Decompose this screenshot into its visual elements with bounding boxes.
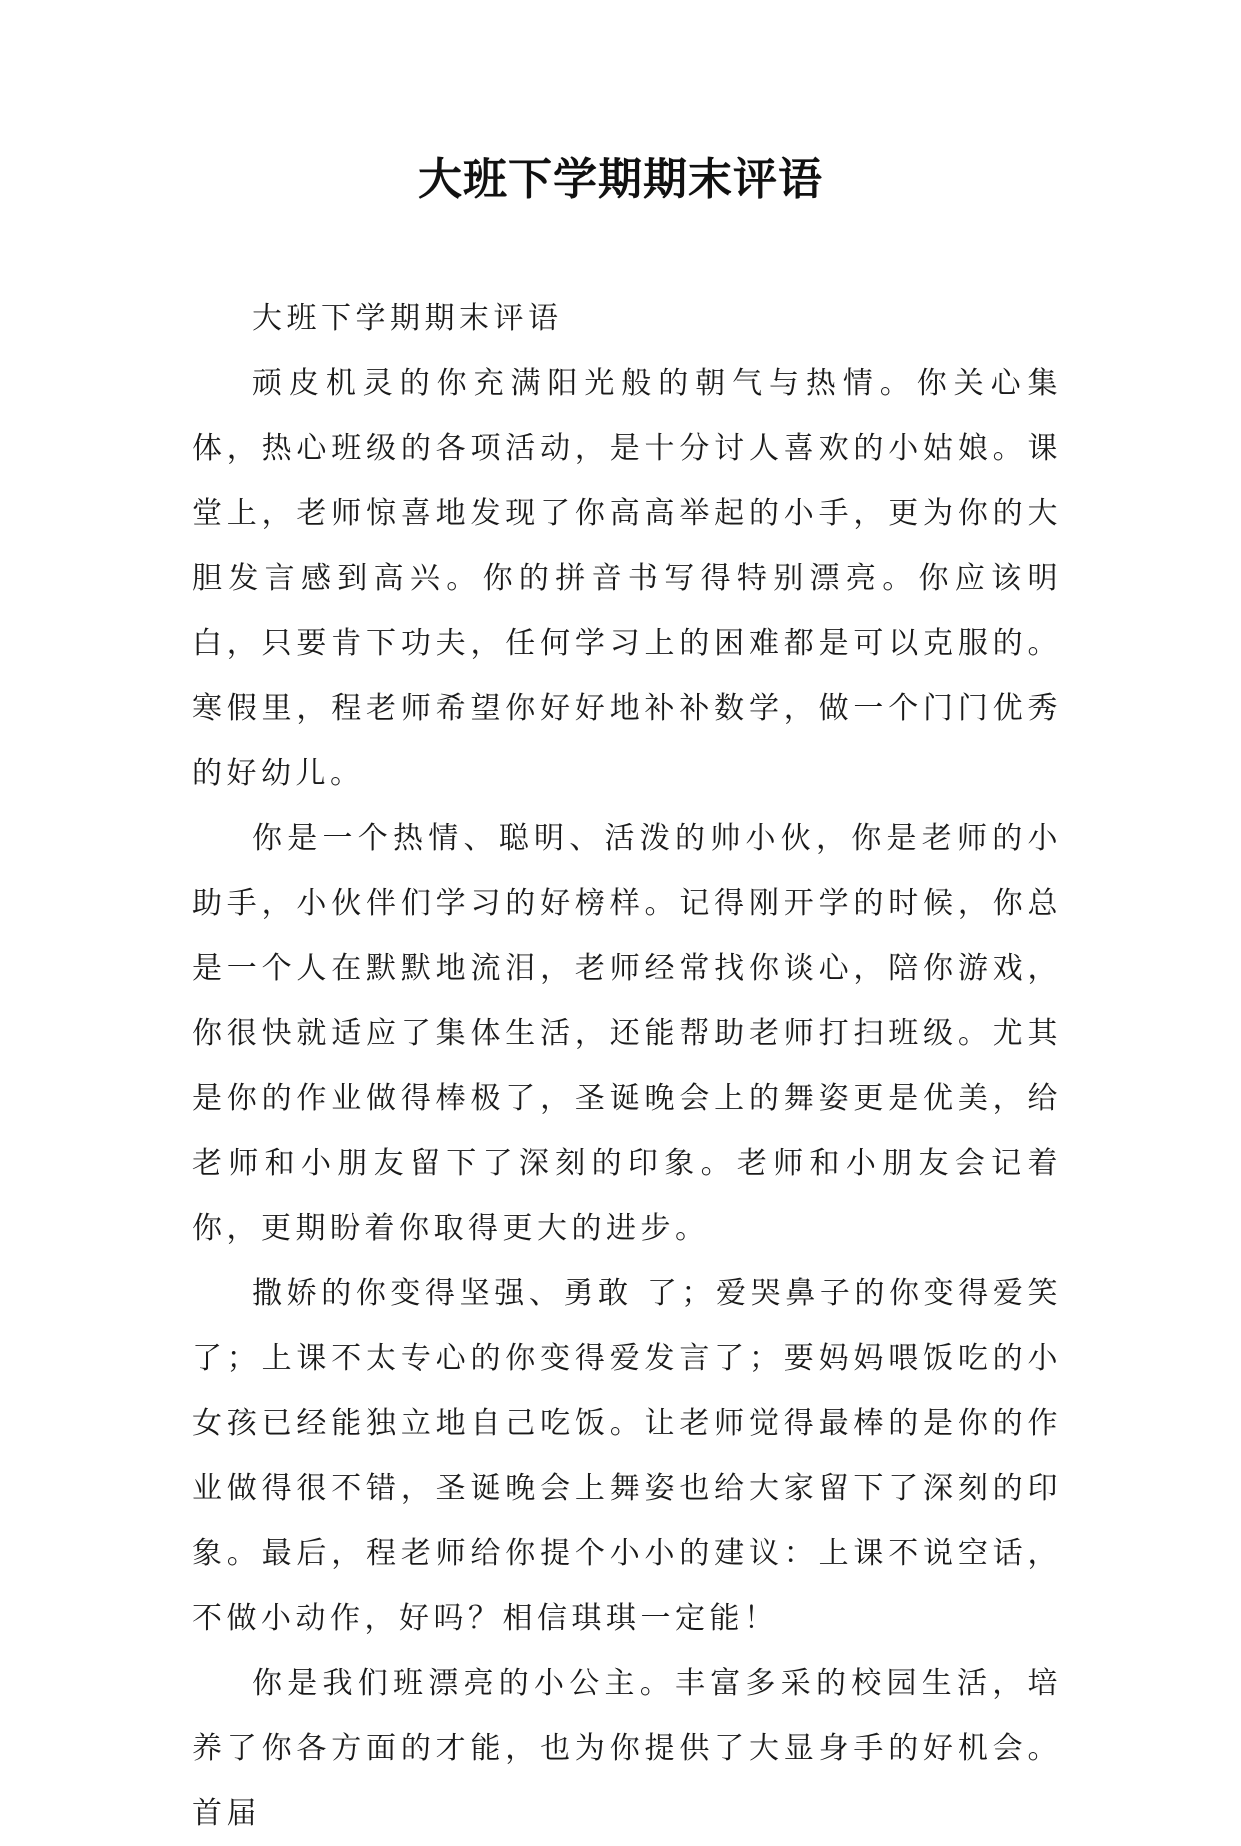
document-title: 大班下学期期末评语 bbox=[418, 154, 823, 205]
document-subtitle: 大班下学期期末评语 bbox=[252, 301, 563, 336]
document-body bbox=[192, 286, 1062, 1846]
paragraph-4: 你是我们班漂亮的小公主。丰富多采的校园生活，培养了你各方面的才能，也为你提供了大显身手的好机会。首届 bbox=[192, 1666, 1062, 1831]
paragraph-2: 你是一个热情、聪明、活泼的帅小伙，你是老师的小助手，小伙伴们学习的好榜样。记得刚开学的时候，你总是一个人在默默地流泪，老师经常找你谈心，陪你游戏，你很快就适应了集体生活，还能帮助老师打扫班级。尤其是你的作业做得棒极了，圣诞晚会上的舞姿更是优美，给老师和小朋友留下了深刻的印象。老师和小朋友会记着你，更期盼着你取得更大的进步。 bbox=[192, 821, 1062, 1246]
paragraph-3: 撒娇的你变得坚强、勇敢 了；爱哭鼻子的你变得爱笑了；上课不太专心的你变得爱发言了；要妈妈喂饭吃的小女孩已经能独立地自己吃饭。让老师觉得最棒的是你的作业做得很不错，圣诞晚会上舞姿也给大家留下了深刻的印象。最后，程老师给你提个小小的建议：上课不说空话，不做小动作，好吗？相信琪琪一定能！ bbox=[192, 1276, 1062, 1636]
paragraph-1: 顽皮机灵的你充满阳光般的朝气与热情。你关心集体，热心班级的各项活动，是十分讨人喜欢的小姑娘。课堂上，老师惊喜地发现了你高高举起的小手，更为你的大胆发言感到高兴。你的拼音书写得特别漂亮。你应该明白，只要肯下功夫，任何学习上的困难都是可以克服的。寒假里，程老师希望你好好地补补数学，做一个门门优秀的好幼儿。 bbox=[192, 366, 1062, 791]
